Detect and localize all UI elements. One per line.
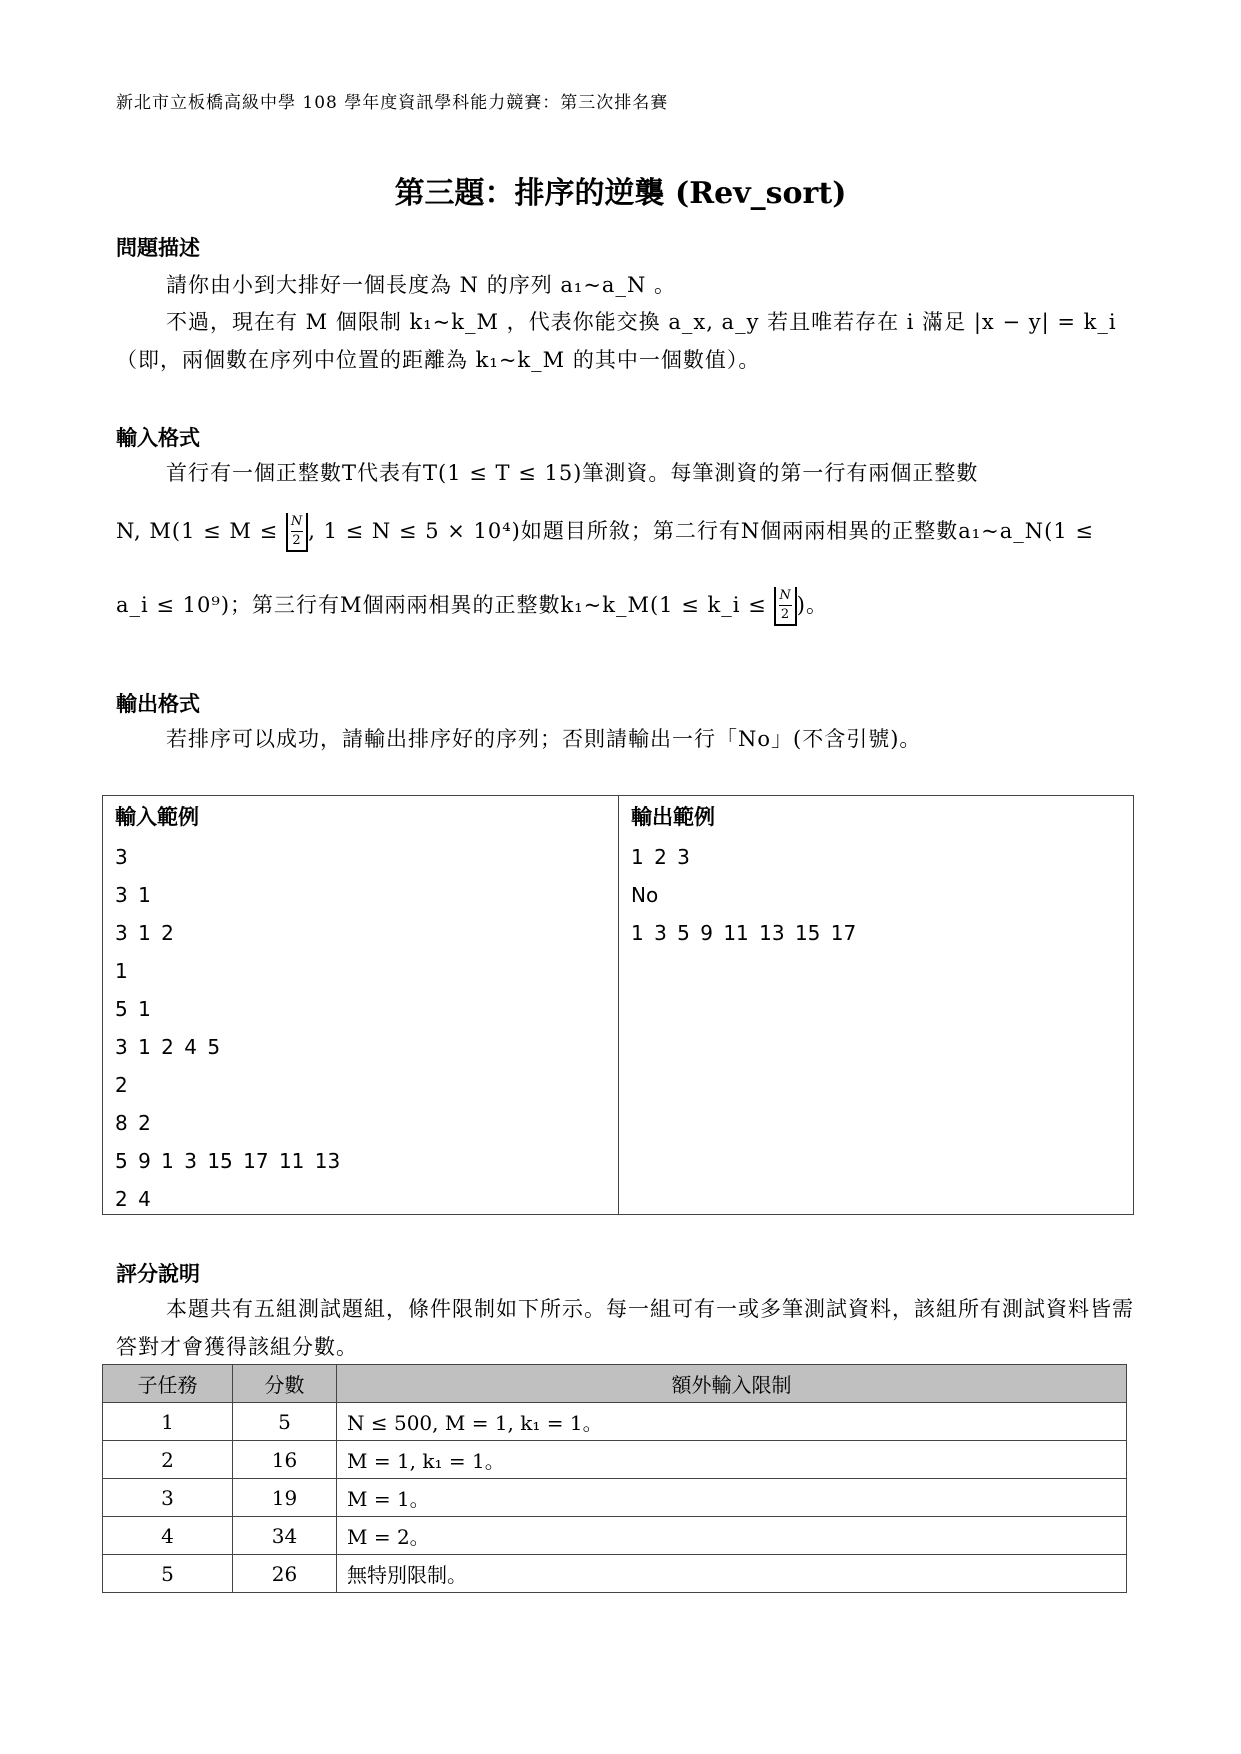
subtask-header-row [103,1365,1127,1403]
input-heading: 輸入格式 [116,425,200,450]
table-row [103,1479,1127,1517]
sample-input-line: 3 1 2 4 5 [115,1035,221,1059]
subtask-id-cell: 3 [103,1479,233,1517]
table-row [103,1441,1127,1479]
sample-io-box [102,795,1134,1215]
score-cell: 5 [233,1403,337,1441]
scoring-heading: 評分說明 [116,1261,200,1286]
sample-input-line: 8 2 [115,1111,151,1135]
score-cell: 26 [233,1555,337,1593]
sample-input-lines [115,838,340,1218]
output-line-1: 若排序可以成功，請輸出排序好的序列；否則請輸出一行「No」(不含引號)。 [166,727,922,751]
constraint-cell: 無特別限制。 [337,1555,1127,1593]
subtask-id-cell: 1 [103,1403,233,1441]
problem-heading: 問題描述 [116,235,200,260]
constraint-cell: M = 1, k₁ = 1。 [337,1441,1127,1479]
sample-input-line: 2 [115,1073,128,1097]
floor-n-over-2-a: $\frac{N}{2}$ [286,513,308,552]
score-cell: 16 [233,1441,337,1479]
sample-output-line: 1 2 3 [631,845,690,869]
sample-input-line: 3 [115,845,128,869]
sample-input-line: 3 1 2 [115,921,174,945]
scoring-description: 本題共有五組測試題組，條件限制如下所示。每一組可有一或多筆測試資料，該組所有測試資料皆需答對才會獲得該組分數。 [116,1297,1134,1359]
sample-input-line: 5 9 1 3 15 17 11 13 [115,1149,341,1173]
sample-input-line: 2 4 [115,1187,151,1211]
table-row [103,1555,1127,1593]
sample-input-line: 5 1 [115,997,151,1021]
problem-line-2: 不過，現在有 M 個限制 k₁~k_M ，代表你能交換 a_x, a_y 若且唯若存在 i 滿足 |x − y| = k_i （即，兩個數在序列中位置的距離為 k₁~k_M 的其中一個數值）。 [116,310,1117,372]
sample-output-line: No [631,883,659,907]
column-header: 額外輸入限制 [337,1365,1127,1403]
subtask-id-cell: 2 [103,1441,233,1479]
subtask-id-cell: 4 [103,1517,233,1555]
sample-input-title: 輸入範例 [115,804,199,829]
score-cell: 19 [233,1479,337,1517]
input-line-2-b: , 1 ≤ N ≤ 5 × 10⁴)如題目所敘；第二行有N個兩兩相異的正整數a₁~a_N(1 ≤ [308,519,1094,543]
page-header: 新北市立板橋高級中學 108 學年度資訊學科能力競賽：第三次排名賽 [116,93,669,113]
sample-output-column [619,796,1133,1214]
sample-input-line: 3 1 [115,883,151,907]
subtask-id-cell: 5 [103,1555,233,1593]
table-row [103,1403,1127,1441]
input-line-3-a: a_i ≤ 10⁹)；第三行有M個兩兩相異的正整數k₁~k_M(1 ≤ k_i ≤ [116,593,775,617]
sample-output-lines [631,838,856,952]
constraint-cell: M = 1。 [337,1479,1127,1517]
column-header: 子任務 [103,1365,233,1403]
input-line-2-a: N, M(1 ≤ M ≤ [116,519,286,543]
sample-output-title: 輸出範例 [631,804,715,829]
constraint-cell: N ≤ 500, M = 1, k₁ = 1。 [337,1403,1127,1441]
column-header: 分數 [233,1365,337,1403]
subtask-table [102,1364,1127,1593]
input-line-3-b: )。 [796,593,828,617]
sample-input-line: 1 [115,959,128,983]
floor-n-over-2-b: $\frac{N}{2}$ [774,587,796,626]
table-row [103,1517,1127,1555]
problem-title: 第三題：排序的逆襲 (Rev_sort) [394,176,847,211]
input-line-1: 首行有一個正整數T代表有T(1 ≤ T ≤ 15)筆測資。每筆測資的第一行有兩個正整數 [166,461,979,485]
sample-input-column [103,796,619,1214]
problem-line-1: 請你由小到大排好一個長度為 N 的序列 a₁~a_N 。 [166,273,677,297]
output-heading: 輸出格式 [116,691,200,716]
sample-output-line: 1 3 5 9 11 13 15 17 [631,921,857,945]
input-line-2 [116,512,1136,552]
input-line-3 [116,586,1136,626]
constraint-cell: M = 2。 [337,1517,1127,1555]
score-cell: 34 [233,1517,337,1555]
